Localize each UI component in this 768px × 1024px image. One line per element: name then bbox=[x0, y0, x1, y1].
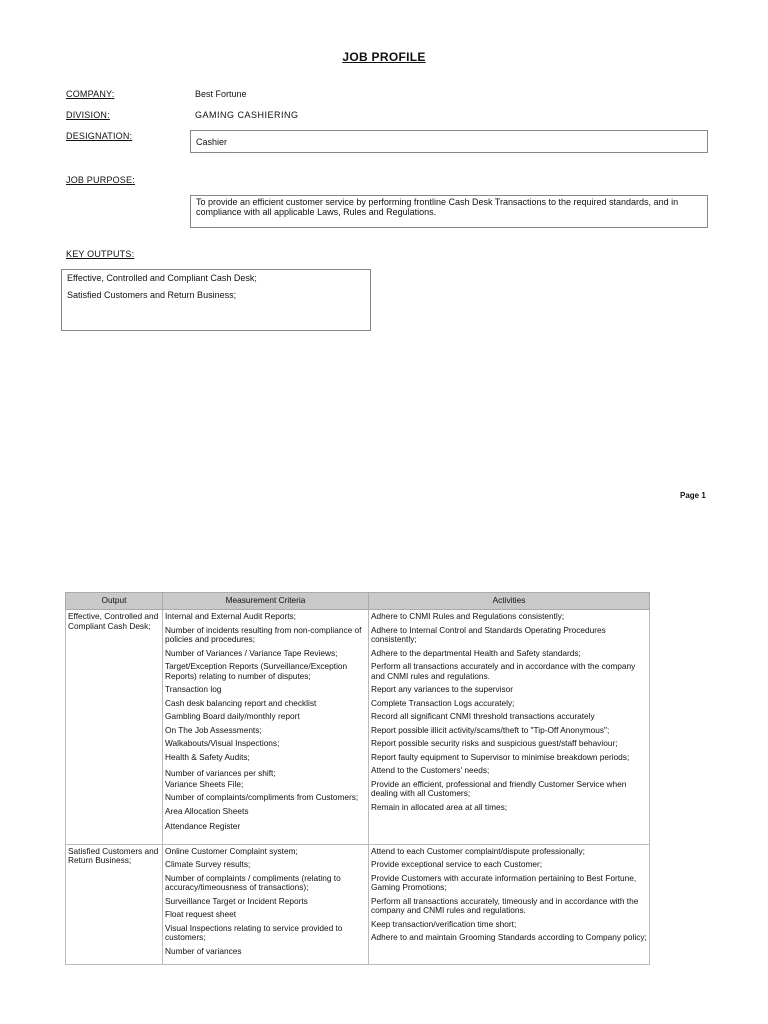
criteria-item: Attendance Register bbox=[165, 821, 241, 831]
criteria-item: Number of incidents resulting from non-compliance of policies and procedures; bbox=[165, 624, 362, 644]
criteria-item: Number of Variances / Variance Tape Reviews; bbox=[165, 647, 338, 658]
activity-item: Provide an efficient, professional and friendly Customer Service when dealing with all Customers; bbox=[371, 778, 627, 798]
criteria-item: Climate Survey results; bbox=[165, 859, 251, 869]
activity-item: Attend to each Customer complaint/dispute professionally; bbox=[371, 845, 585, 856]
division-label: DIVISION: bbox=[66, 110, 110, 120]
division-value: GAMING CASHIERING bbox=[195, 110, 299, 120]
criteria-item: On The Job Assessments; bbox=[165, 724, 262, 735]
outputs-table bbox=[65, 592, 650, 965]
criteria-item: Walkabouts/Visual Inspections; bbox=[165, 738, 280, 748]
key-outputs-box bbox=[61, 269, 371, 331]
activity-item: Report faulty equipment to Supervisor to minimise breakdown periods; bbox=[371, 751, 630, 762]
activity-item: Complete Transaction Logs accurately; bbox=[371, 697, 515, 708]
criteria-cell bbox=[163, 610, 369, 845]
activity-item: Keep transaction/verification time short; bbox=[371, 918, 517, 929]
criteria-item: Float request sheet bbox=[165, 909, 237, 919]
activity-item: Adhere to the departmental Health and Safety standards; bbox=[371, 647, 581, 658]
criteria-item: Visual Inspections relating to service provided to customers; bbox=[165, 922, 343, 942]
activity-item: Perform all transactions accurately, timeously and in accordance with the company and CNMI rules and regulations. bbox=[371, 895, 639, 915]
key-output-item: Satisfied Customers and Return Business; bbox=[67, 290, 237, 300]
criteria-item: Surveillance Target or Incident Reports bbox=[165, 895, 308, 906]
table-header-row bbox=[66, 593, 650, 610]
activity-item: Report possible security risks and suspicious guest/staff behaviour; bbox=[371, 738, 618, 748]
key-output-item: Effective, Controlled and Compliant Cash Desk; bbox=[67, 273, 257, 283]
criteria-item: Variance Sheets File; bbox=[165, 778, 244, 789]
column-header-measurement: Measurement Criteria bbox=[163, 593, 369, 610]
criteria-cell bbox=[163, 844, 369, 965]
activity-item: Record all significant CNMI threshold transactions accurately bbox=[371, 711, 595, 721]
criteria-item: Number of variances per shift; bbox=[165, 768, 276, 778]
criteria-item: Number of variances bbox=[165, 945, 242, 956]
activity-item: Provide Customers with accurate information pertaining to Best Fortune, Gaming Promotions; bbox=[371, 872, 637, 892]
job-purpose-label: JOB PURPOSE: bbox=[66, 175, 135, 185]
designation-value: Cashier bbox=[196, 137, 228, 147]
page-title: JOB PROFILE bbox=[342, 50, 426, 64]
criteria-item: Online Customer Complaint system; bbox=[165, 845, 298, 856]
company-value: Best Fortune bbox=[195, 89, 247, 99]
activity-item: Report possible illicit activity/scams/theft to "Tip-Off Anonymous"; bbox=[371, 724, 610, 735]
outputs-table-container bbox=[65, 592, 649, 965]
criteria-item: Transaction log bbox=[165, 684, 222, 694]
job-purpose-box bbox=[190, 195, 708, 228]
criteria-item: Area Allocation Sheets bbox=[165, 805, 249, 816]
page-number: Page 1 bbox=[680, 491, 706, 500]
criteria-item: Gambling Board daily/monthly report bbox=[165, 711, 300, 721]
activity-item: Provide exceptional service to each Customer; bbox=[371, 859, 543, 869]
activities-cell bbox=[369, 844, 650, 965]
table-row bbox=[66, 610, 650, 845]
activities-cell bbox=[369, 610, 650, 845]
output-cell: Effective, Controlled and Compliant Cash Desk; bbox=[66, 610, 163, 845]
output-cell: Satisfied Customers and Return Business; bbox=[66, 844, 163, 965]
designation-label: DESIGNATION: bbox=[66, 131, 133, 141]
activity-item: Perform all transactions accurately and in accordance with the company and CNMI rules and regulations. bbox=[371, 661, 636, 681]
criteria-item: Number of complaints/compliments from Customers; bbox=[165, 792, 359, 802]
table-row bbox=[66, 844, 650, 965]
criteria-item: Number of complaints / compliments (relating to accuracy/timeousness of transactions); bbox=[165, 872, 341, 892]
job-purpose-value: To provide an efficient customer service by performing frontline Cash Desk Transactions to the required standards, and in compliance with all applicable Laws, Rules and Regulations. bbox=[196, 197, 679, 217]
designation-box bbox=[190, 130, 708, 153]
activity-item: Adhere to CNMI Rules and Regulations consistently; bbox=[371, 611, 565, 621]
activity-item: Report any variances to the supervisor bbox=[371, 684, 514, 694]
activity-item: Adhere to and maintain Grooming Standards according to Company policy; bbox=[371, 932, 647, 942]
criteria-item: Cash desk balancing report and checklist bbox=[165, 697, 317, 708]
column-header-output: Output bbox=[66, 593, 163, 610]
column-header-activities: Activities bbox=[369, 593, 650, 610]
company-label: COMPANY: bbox=[66, 89, 115, 99]
criteria-item: Target/Exception Reports (Surveillance/Exception Reports) relating to number of disputes; bbox=[165, 661, 348, 681]
criteria-item: Health & Safety Audits; bbox=[165, 751, 250, 762]
activity-item: Remain in allocated area at all times; bbox=[371, 801, 508, 812]
activity-item: Adhere to Internal Control and Standards Operating Procedures consistently; bbox=[371, 624, 606, 644]
key-outputs-label: KEY OUTPUTS: bbox=[66, 249, 135, 259]
criteria-item: Internal and External Audit Reports; bbox=[165, 611, 296, 621]
activity-item: Attend to the Customers' needs; bbox=[371, 765, 490, 775]
